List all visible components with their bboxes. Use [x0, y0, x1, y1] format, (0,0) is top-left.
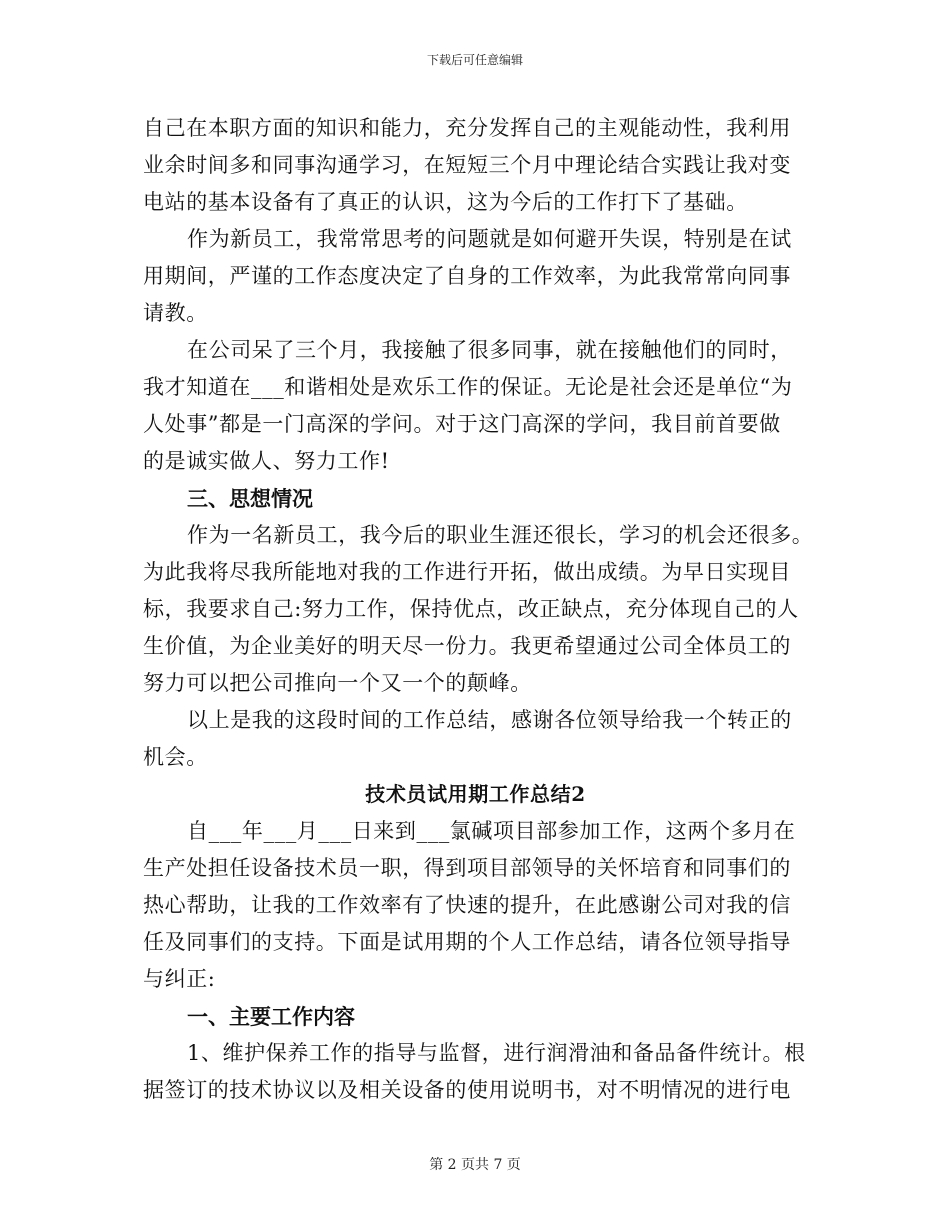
paragraph-line: 生价值，为企业美好的明天尽一份力。我更希望通过公司全体员工的: [143, 634, 791, 658]
paragraph-line: 为此我将尽我所能地对我的工作进行开拓，做出成绩。为早日实现目: [143, 560, 791, 584]
paragraph-line: 努力可以把公司推向一个又一个的颠峰。: [143, 671, 532, 695]
paragraph-line: 作为一名新员工，我今后的职业生涯还很长，学习的机会还很多。: [187, 523, 814, 547]
paragraph-line: 业余时间多和同事沟通学习，在短短三个月中理论结合实践让我对变: [143, 153, 791, 177]
paragraph-line: 我才知道在___和谐相处是欢乐工作的保证。无论是社会还是单位“为: [143, 375, 793, 399]
paragraph-line: 作为新员工，我常常思考的问题就是如何避开失误，特别是在试: [187, 227, 792, 251]
paragraph-line: 机会。: [143, 745, 208, 769]
paragraph-line: 电站的基本设备有了真正的认识，这为今后的工作打下了基础。: [143, 190, 748, 214]
paragraph-line: 自己在本职方面的知识和能力，充分发挥自己的主观能动性，我利用: [143, 116, 791, 140]
paragraph-line: 1、维护保养工作的指导与监督，进行润滑油和备品备件统计。根: [187, 1041, 806, 1065]
paragraph-line: 请教。: [143, 301, 208, 325]
paragraph-line: 与纠正:: [143, 967, 216, 991]
paragraph-line: 用期间，严谨的工作态度决定了自身的工作效率，为此我常常向同事: [143, 264, 791, 288]
paragraph-line: 自___年___月___日来到___氯碱项目部参加工作，这两个多月在: [187, 819, 796, 843]
paragraph-line: 的是诚实做人、努力工作!: [143, 449, 390, 473]
paragraph-line: 据签订的技术协议以及相关设备的使用说明书，对不明情况的进行电: [143, 1078, 791, 1102]
document-title: 技术员试用期工作总结2: [365, 782, 586, 806]
paragraph-line: 在公司呆了三个月，我接触了很多同事，就在接触他们的同时，: [187, 338, 792, 362]
section-heading: 三、思想情况: [187, 486, 313, 511]
paragraph-line: 标，我要求自己:努力工作，保持优点，改正缺点，充分体现自己的人: [143, 597, 799, 621]
paragraph-line: 人处事”都是一门高深的学问。对于这门高深的学问，我目前首要做: [143, 412, 781, 436]
paragraph-line: 热心帮助，让我的工作效率有了快速的提升，在此感谢公司对我的信: [143, 893, 791, 917]
paragraph-line: 以上是我的这段时间的工作总结，感谢各位领导给我一个转正的: [187, 708, 792, 732]
paragraph-line: 生产处担任设备技术员一职，得到项目部领导的关怀培育和同事们的: [143, 856, 791, 880]
page-number: 第 2 页共 7 页: [429, 1157, 521, 1173]
document-body: [143, 110, 814, 1109]
section-heading: 一、主要工作内容: [187, 1004, 355, 1029]
page-header: 下载后可任意编辑: [426, 53, 523, 67]
paragraph-line: 任及同事们的支持。下面是试用期的个人工作总结，请各位领导指导: [143, 930, 791, 954]
